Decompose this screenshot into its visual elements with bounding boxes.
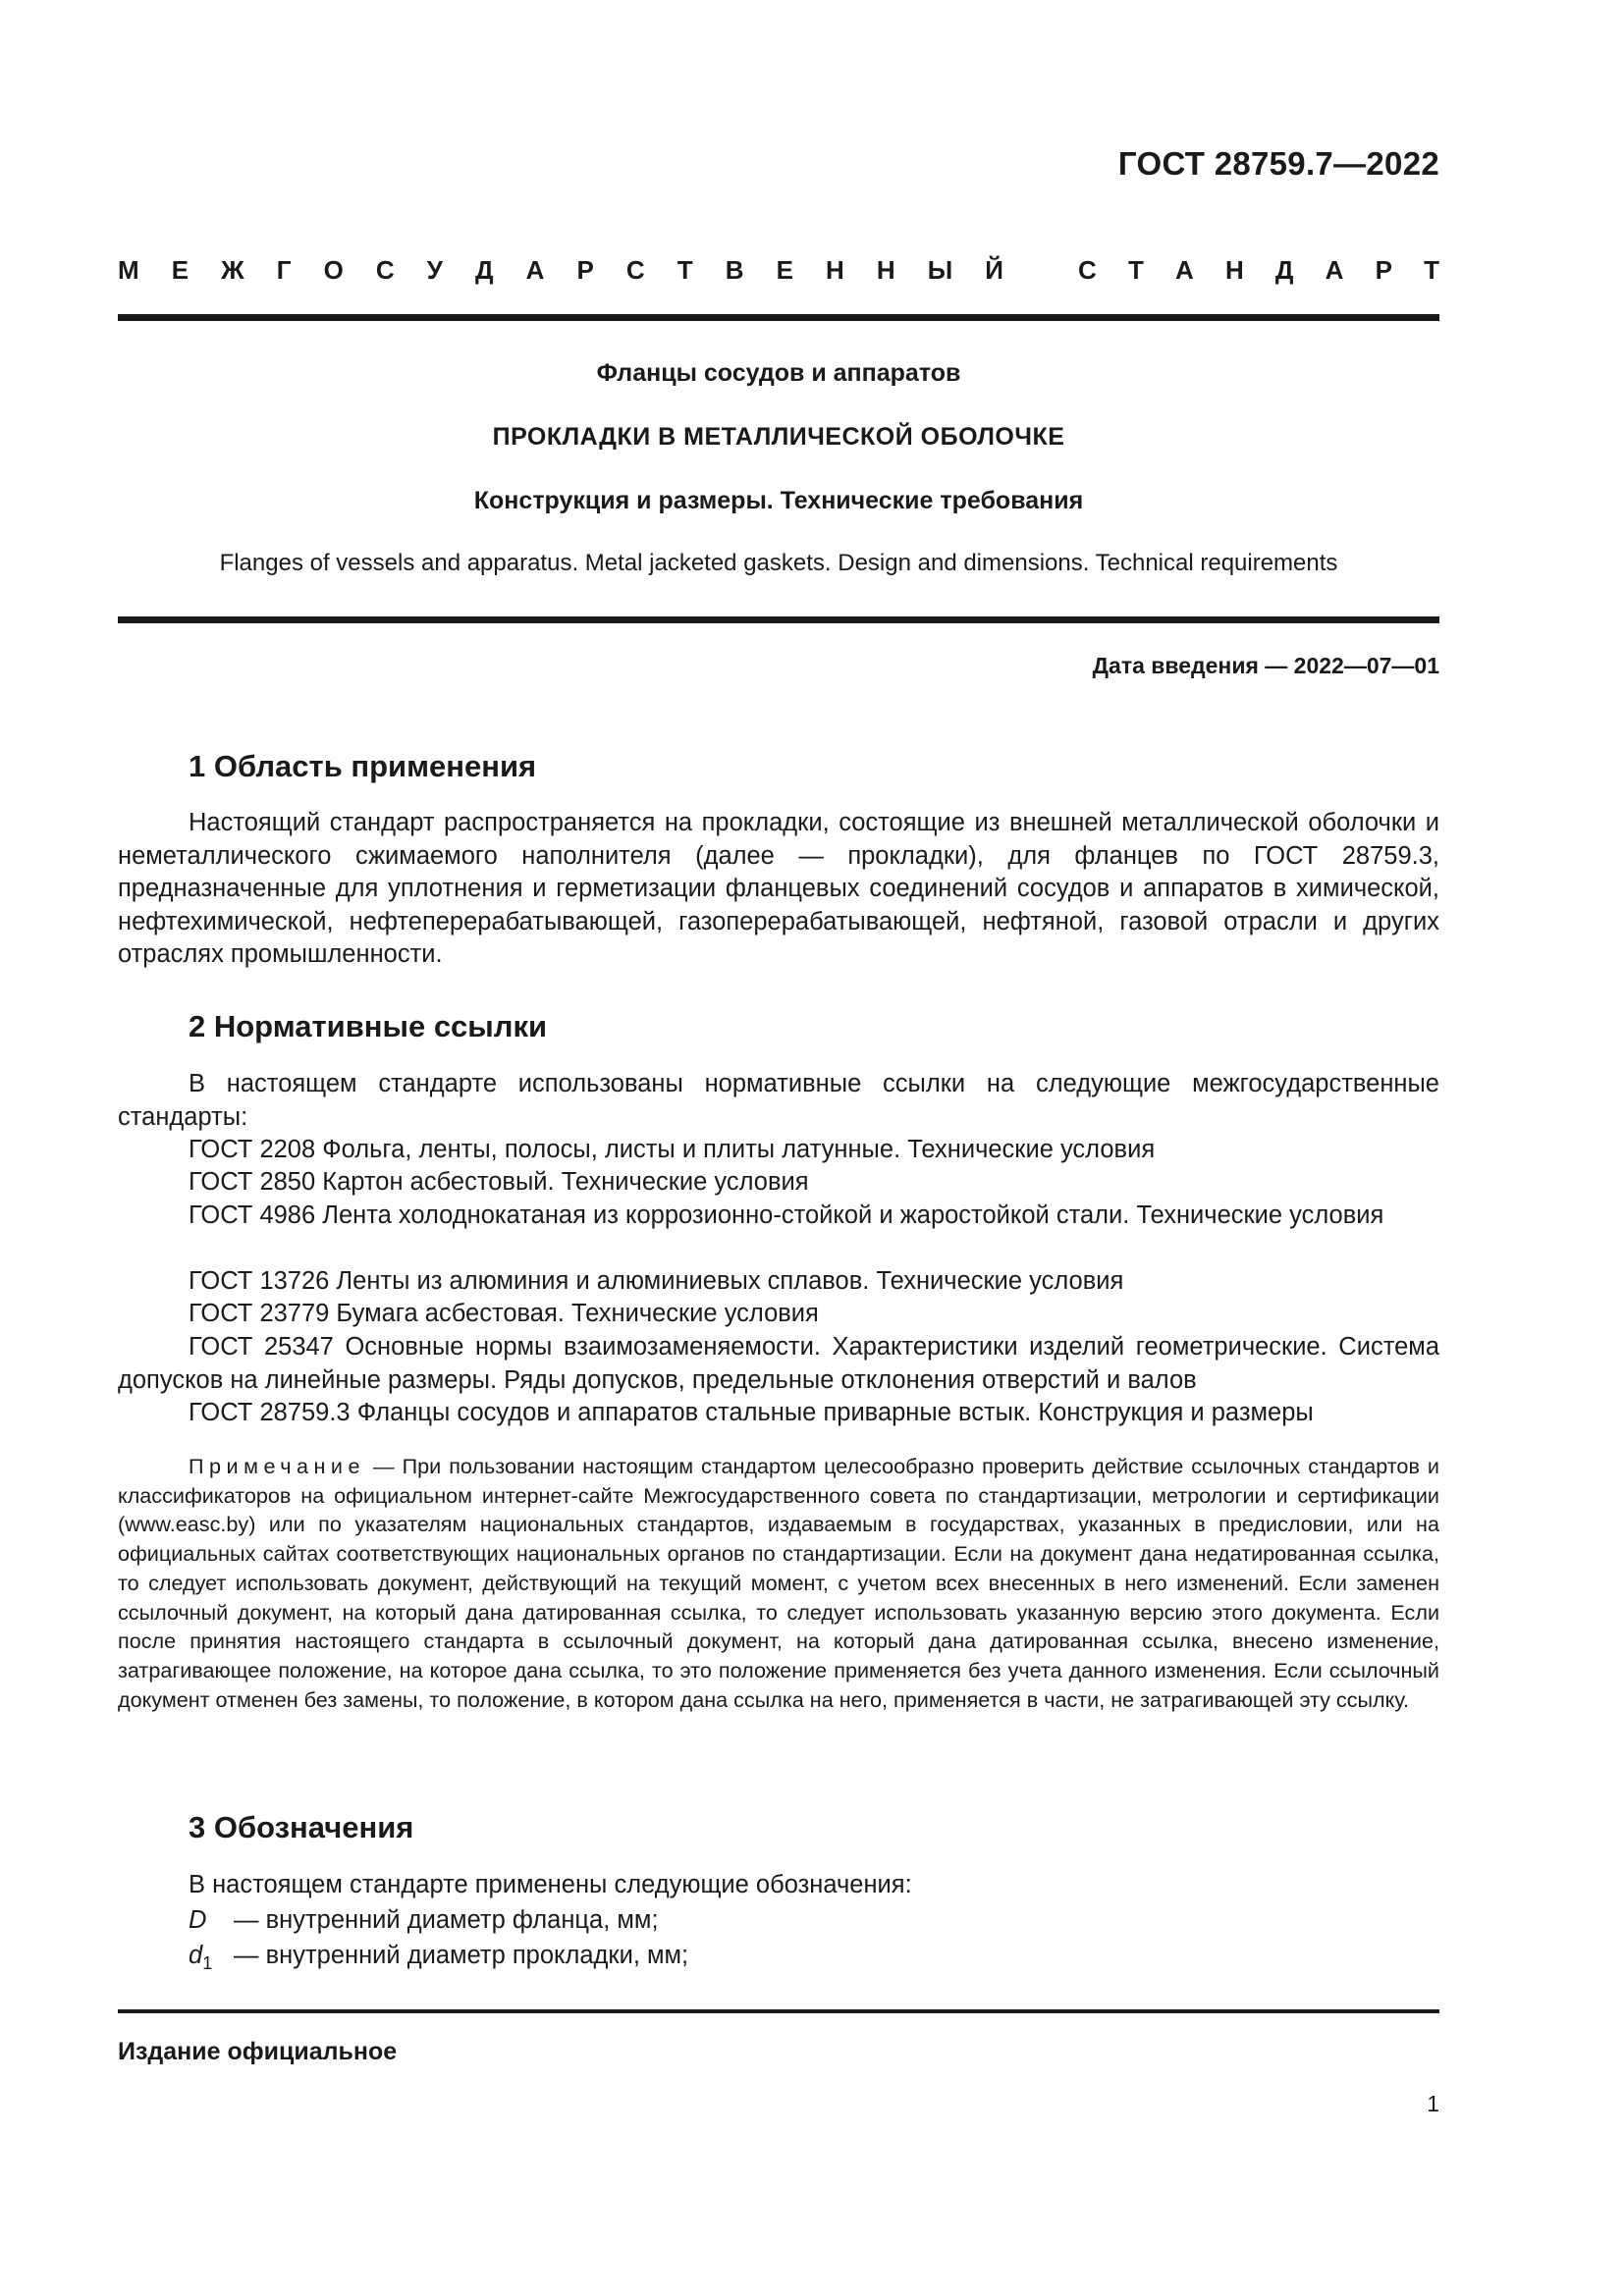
standard-kind-letter: Е bbox=[776, 255, 793, 285]
standard-kind-letter: Д bbox=[1274, 255, 1294, 285]
standard-kind-letter: Н bbox=[826, 255, 844, 285]
section-1-text: Настоящий стандарт распространяется на прокладки, состоящие из внешней металлической оболочки и неметаллического сжимаемого наполнителя (далее — прокладки), для фланцев по ГОСТ 28759.3, предназначенные для уплотнения и герметизации фланцевых соединений сосудов и аппаратов в химической, нефтехимической, нефтеперерабатывающей, газоперерабатывающей, нефтяной, газовой отрасли и других отраслях промышленности. bbox=[118, 809, 1439, 968]
symbol-row bbox=[189, 1940, 688, 1980]
standard-kind-letter: Р bbox=[1375, 255, 1392, 285]
symbol-description: — внутренний диаметр фланца, мм; bbox=[234, 1906, 659, 1934]
standard-kind-letter: А bbox=[1175, 255, 1194, 285]
standard-kind-letter: Т bbox=[1127, 255, 1144, 285]
standard-kind-letter: Т bbox=[1424, 255, 1439, 285]
standard-kind-letter: С bbox=[375, 255, 395, 285]
title-rule bbox=[118, 616, 1439, 623]
page-number: 1 bbox=[1427, 2091, 1439, 2116]
reference-item: ГОСТ 2850 Картон асбестовый. Технические условия bbox=[189, 1168, 809, 1196]
standard-kind-letter: Й bbox=[985, 255, 1003, 285]
reference-item: ГОСТ 4986 Лента холоднокатаная из коррозионно-стойкой и жаростойкой стали. Технические условия bbox=[189, 1201, 1384, 1229]
title-main: ПРОКЛАДКИ В МЕТАЛЛИЧЕСКОЙ ОБОЛОЧКЕ bbox=[492, 423, 1065, 451]
standard-kind-letter: А bbox=[525, 255, 545, 285]
symbol-description: — внутренний диаметр прокладки, мм; bbox=[234, 1942, 689, 1969]
standard-kind-letter: С bbox=[1078, 255, 1097, 285]
symbol: $d_1$ bbox=[189, 1942, 213, 1974]
header-rule bbox=[118, 314, 1439, 321]
section-2-intro: В настоящем стандарте использованы нормативные ссылки на следующие межгосударственные стандарты: bbox=[118, 1070, 1439, 1131]
reference-item: ГОСТ 25347 Основные нормы взаимозаменяемости. Характеристики изделий геометрические. Система допусков на линейные размеры. Ряды допусков, предельные отклонения отверстий и валов bbox=[118, 1333, 1439, 1394]
note-block bbox=[118, 1452, 1439, 1714]
standard-kind-letter: О bbox=[323, 255, 344, 285]
standard-kind-letter: Ж bbox=[221, 255, 244, 285]
footer-rule bbox=[118, 2009, 1439, 2013]
standard-kind-letter: Е bbox=[171, 255, 189, 285]
section-2-heading: 2 Нормативные ссылки bbox=[189, 1009, 548, 1043]
title-group: Фланцы сосудов и аппаратов bbox=[596, 359, 961, 387]
note-label: Примечание bbox=[189, 1454, 365, 1478]
standard-kind-letter: В bbox=[725, 255, 744, 285]
standard-kind-letter: Т bbox=[677, 255, 693, 285]
standard-kind-letter: Н bbox=[1224, 255, 1244, 285]
title-english: Flanges of vessels and apparatus. Metal jacketed gaskets. Design and dimensions. Technical requirements bbox=[219, 550, 1338, 576]
standard-number: ГОСТ 28759.7—2022 bbox=[1117, 145, 1439, 182]
reference-item: ГОСТ 2208 Фольга, ленты, полосы, листы и плиты латунные. Технические условия bbox=[189, 1136, 1156, 1163]
symbol: D bbox=[189, 1906, 207, 1934]
standard-kind-letter: У bbox=[426, 255, 443, 285]
symbol-row bbox=[189, 1904, 659, 1945]
standard-kind-letter: Н bbox=[876, 255, 895, 285]
standard-kind bbox=[118, 255, 1439, 286]
standard-kind-word-2 bbox=[1078, 255, 1439, 286]
standard-kind-letter: А bbox=[1325, 255, 1344, 285]
title-sub: Конструкция и размеры. Технические требования bbox=[473, 487, 1084, 514]
standard-kind-letter: Г bbox=[276, 255, 292, 285]
reference-item: ГОСТ 13726 Ленты из алюминия и алюминиевых сплавов. Технические условия bbox=[189, 1267, 1124, 1295]
edition-label: Издание официальное bbox=[118, 2038, 398, 2065]
standard-kind-letter: Ы bbox=[927, 255, 953, 285]
standard-kind-word-1 bbox=[118, 255, 1003, 286]
document-page bbox=[118, 0, 1439, 2296]
section-3-heading: 3 Обозначения bbox=[189, 1810, 414, 1844]
standard-kind-letter: М bbox=[118, 255, 139, 285]
section-3-intro: В настоящем стандарте применены следующие обозначения: bbox=[189, 1871, 912, 1898]
reference-item: ГОСТ 28759.3 Фланцы сосудов и аппаратов стальные приварные встык. Конструкция и размеры bbox=[189, 1399, 1314, 1426]
standard-kind-letter: С bbox=[625, 255, 645, 285]
standard-kind-letter: Р bbox=[576, 255, 594, 285]
introduction-date: Дата введения — 2022—07—01 bbox=[1092, 653, 1439, 678]
standard-kind-letter: Д bbox=[475, 255, 494, 285]
note-text: — При пользовании настоящим стандартом целесообразно проверить действие ссылочных стандартов и классификаторов на официальном интернет-сайте Межгосударственного совета по стандартизации, метрологии и сертификации (www.easc.by) или по указателям национальных стандартов, издаваемым в государствах, указанных в предисловии, или на официальных сайтах соответствующих национальных органов по стандартизации. Если на документ дана недатированная ссылка, то следует использовать документ, действующий на текущий момент, с учетом всех внесенных в него изменений. Если заменен ссылочный документ, на который дана датированная ссылка, то следует использовать указанную версию этого документа. Если после принятия настоящего стандарта в ссылочный документ, на который дана датированная ссылка, внесено изменение, затрагивающее положение, на которое дана ссылка, то это положение применяется без учета данного изменения. Если ссылочный документ отменен без замены, то положение, в котором дана ссылка на него, применяется в части, не затрагивающей эту ссылку. bbox=[118, 1454, 1439, 1712]
reference-item: ГОСТ 23779 Бумага асбестовая. Технические условия bbox=[189, 1300, 819, 1327]
section-1-heading: 1 Область применения bbox=[189, 749, 537, 783]
